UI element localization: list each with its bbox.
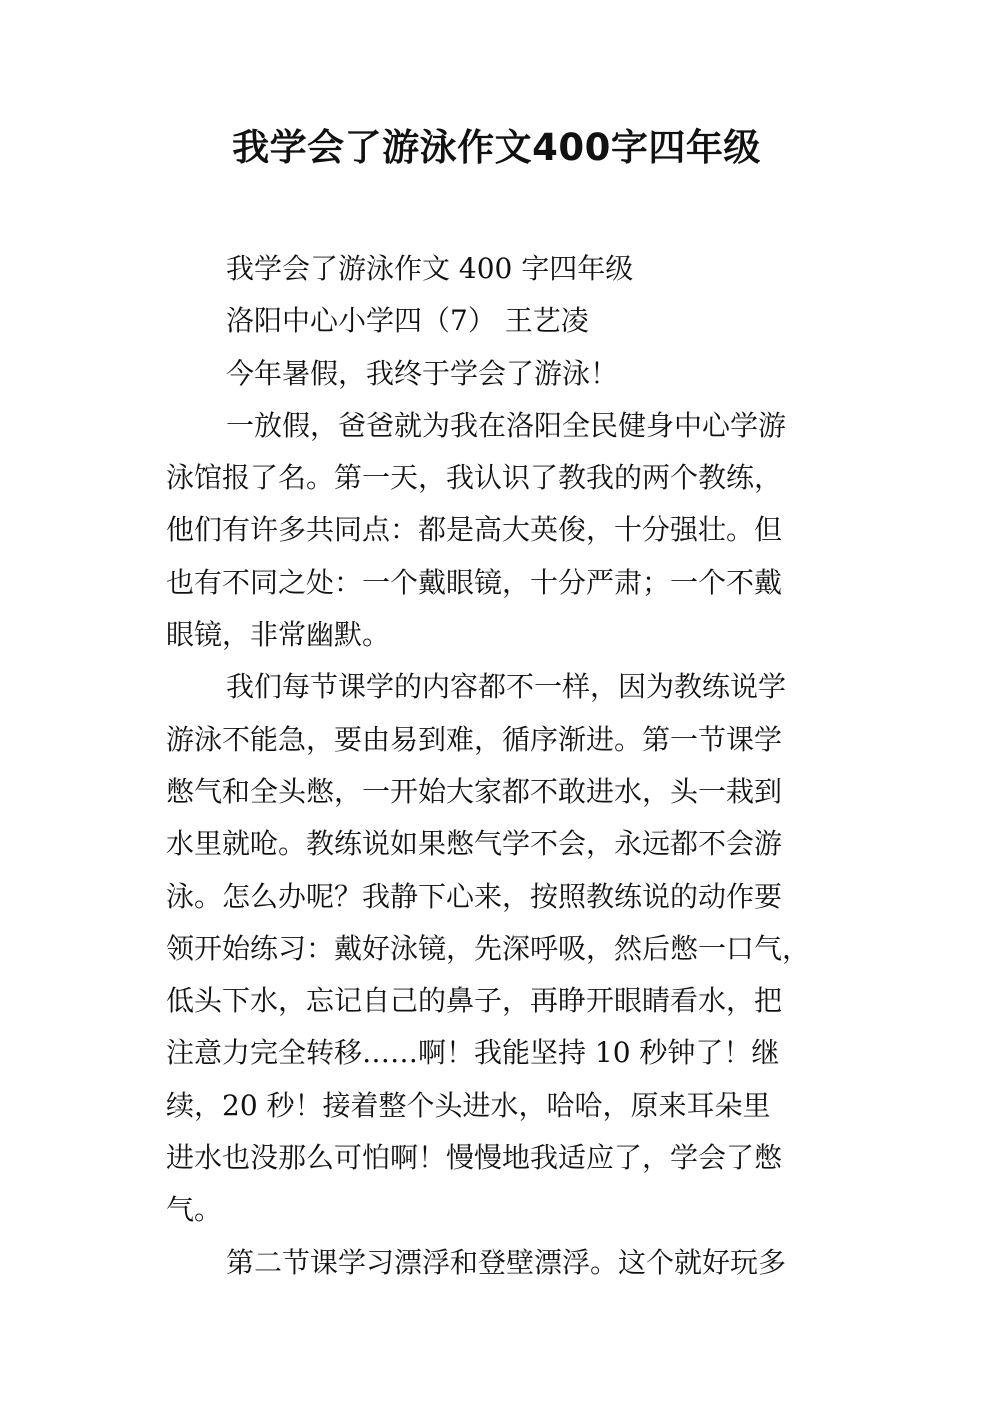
text-line: 低头下水，忘记自己的鼻子，再睁开眼睛看水，把 <box>166 984 783 1018</box>
text-line: 注意力完全转移……啊！我能坚持 10 秒钟了！继 <box>166 1036 780 1070</box>
document-title: 我学会了游泳作文400字四年级 <box>232 126 761 169</box>
text-line: 泳。怎么办呢？我静下心来，按照教练说的动作要 <box>166 879 783 913</box>
text-line: 气。 <box>166 1193 223 1227</box>
text-line: 第二节课学习漂浮和登壁漂浮。这个就好玩多 <box>226 1245 787 1279</box>
text-line: 游泳不能急，要由易到难，循序渐进。第一节课学 <box>166 722 783 756</box>
text-line: 进水也没那么可怕啊！慢慢地我适应了，学会了憋 <box>166 1141 783 1175</box>
text-line: 一放假，爸爸就为我在洛阳全民健身中心学游 <box>226 408 787 442</box>
text-line: 续，20 秒！接着整个头进水，哈哈，原来耳朵里 <box>166 1088 771 1122</box>
text-line: 眼镜，非常幽默。 <box>166 618 391 652</box>
text-line: 泳馆报了名。第一天，我认识了教我的两个教练， <box>166 461 783 495</box>
text-line: 我学会了游泳作文 400 字四年级 <box>226 252 634 285</box>
text-line: 水里就呛。教练说如果憋气学不会，永远都不会游 <box>166 827 783 861</box>
text-line: 洛阳中心小学四（7） 王艺凌 <box>226 304 589 338</box>
text-line: 憋气和全头憋，一开始大家都不敢进水，头一栽到 <box>166 774 783 808</box>
text-line: 他们有许多共同点：都是高大英俊，十分强壮。但 <box>166 513 783 547</box>
document-body <box>166 243 831 1289</box>
text-line: 也有不同之处：一个戴眼镜，十分严肃；一个不戴 <box>166 565 783 599</box>
text-line: 我们每节课学的内容都不一样，因为教练说学 <box>226 670 787 704</box>
text-line: 今年暑假，我终于学会了游泳！ <box>226 356 619 390</box>
text-line: 领开始练习：戴好泳镜，先深呼吸，然后憋一口气， <box>166 931 811 965</box>
